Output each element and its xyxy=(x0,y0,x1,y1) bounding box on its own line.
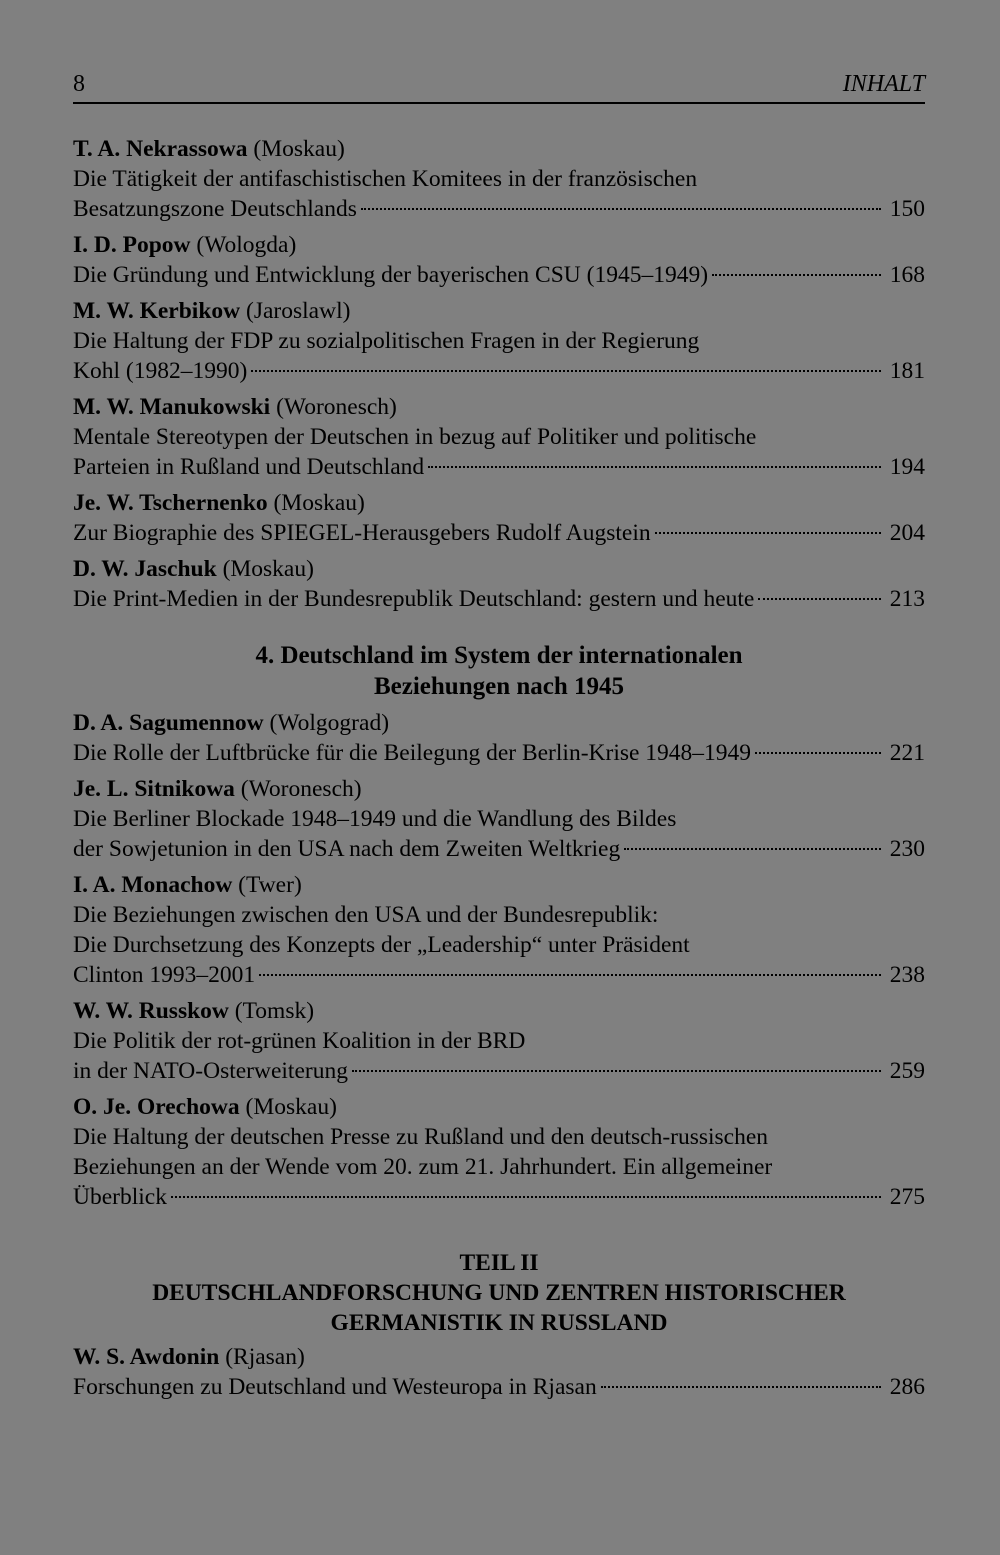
author-place: (Twer) xyxy=(238,872,302,898)
page-ref: 150 xyxy=(889,196,925,222)
page-ref: 194 xyxy=(889,454,925,480)
part-heading-line: TEIL II xyxy=(459,1250,539,1276)
page-ref: 221 xyxy=(889,740,925,766)
entry-author xyxy=(73,1342,925,1372)
author-name: M. W. Manukowski xyxy=(73,394,271,420)
toc-entry[interactable] xyxy=(73,1092,925,1212)
author-place: (Moskau) xyxy=(222,556,314,582)
toc-entry[interactable] xyxy=(73,392,925,482)
entry-title-last-line xyxy=(73,738,925,768)
toc-group-1 xyxy=(73,134,925,614)
entry-title-text: Kohl (1982–1990) xyxy=(73,358,248,384)
author-name: M. W. Kerbikow xyxy=(73,298,241,324)
page-ref: 168 xyxy=(889,262,925,288)
author-place: (Moskau) xyxy=(245,1094,337,1120)
entry-title-last-line xyxy=(73,194,925,224)
entry-title-text: Die Gründung und Entwicklung der bayerischen CSU (1945–1949) xyxy=(73,262,709,288)
entry-title-last-line xyxy=(73,1182,925,1212)
entry-title-last-line xyxy=(73,452,925,482)
toc-group-2 xyxy=(73,708,925,1212)
entry-title-text: Die Rolle der Luftbrücke für die Beilegung der Berlin-Krise 1948–1949 xyxy=(73,740,752,766)
toc-entry[interactable] xyxy=(73,488,925,548)
entry-title-last-line xyxy=(73,260,925,290)
author-name: T. A. Nekrassowa xyxy=(73,136,248,162)
dot-leader xyxy=(352,1070,881,1072)
entry-title-line: Die Durchsetzung des Konzepts der „Leadership“ unter Präsident xyxy=(73,932,690,958)
page-number: 8 xyxy=(73,71,85,97)
toc-entry[interactable] xyxy=(73,230,925,290)
author-name: O. Je. Orechowa xyxy=(73,1094,240,1120)
running-head xyxy=(73,68,925,98)
entry-author xyxy=(73,708,925,738)
header-rule xyxy=(73,102,925,104)
entry-title-last-line xyxy=(73,1056,925,1086)
entry-title-last-line xyxy=(73,518,925,548)
entry-title-line: Die Haltung der deutschen Presse zu Rußland und den deutsch-russischen xyxy=(73,1124,769,1150)
author-name: W. S. Awdonin xyxy=(73,1344,220,1370)
entry-title-line: Die Beziehungen zwischen den USA und der Bundesrepublik: xyxy=(73,902,659,928)
dot-leader xyxy=(251,370,881,372)
entry-author xyxy=(73,774,925,804)
author-name: Je. W. Tschernenko xyxy=(73,490,268,516)
entry-title-line: Die Tätigkeit der antifaschistischen Komitees in der französischen xyxy=(73,166,698,192)
part-heading-line: DEUTSCHLANDFORSCHUNG UND ZENTREN HISTORISCHER xyxy=(152,1280,846,1306)
author-name: W. W. Russkow xyxy=(73,998,229,1024)
author-place: (Moskau) xyxy=(273,490,365,516)
author-name: D. A. Sagumennow xyxy=(73,710,264,736)
author-name: Je. L. Sitnikowa xyxy=(73,776,235,802)
page-ref: 259 xyxy=(889,1058,925,1084)
entry-author xyxy=(73,230,925,260)
entry-title-line: Mentale Stereotypen der Deutschen in bezug auf Politiker und politische xyxy=(73,424,757,450)
author-place: (Rjasan) xyxy=(225,1344,305,1370)
entry-author xyxy=(73,554,925,584)
entry-author xyxy=(73,996,925,1026)
dot-leader xyxy=(758,598,881,600)
page-ref: 275 xyxy=(889,1184,925,1210)
entry-title-text: Parteien in Rußland und Deutschland xyxy=(73,454,425,480)
page-ref: 286 xyxy=(889,1374,925,1400)
page-ref: 204 xyxy=(889,520,925,546)
toc-page xyxy=(73,68,925,1408)
entry-title-text: Zur Biographie des SPIEGEL-Herausgebers Rudolf Augstein xyxy=(73,520,651,546)
entry-author xyxy=(73,134,925,164)
toc-entry[interactable] xyxy=(73,774,925,864)
entry-author xyxy=(73,870,925,900)
page-ref: 213 xyxy=(889,586,925,612)
toc-entry[interactable] xyxy=(73,1342,925,1402)
toc-entry[interactable] xyxy=(73,996,925,1086)
part-heading xyxy=(73,1248,925,1338)
page-ref: 238 xyxy=(889,962,925,988)
entry-title-text: Besatzungszone Deutschlands xyxy=(73,196,357,222)
author-place: (Tomsk) xyxy=(234,998,315,1024)
author-place: (Jaroslawl) xyxy=(246,298,351,324)
entry-title-line: Die Berliner Blockade 1948–1949 und die Wandlung des Bildes xyxy=(73,806,677,832)
author-place: (Wolgograd) xyxy=(269,710,390,736)
entry-title-text: der Sowjetunion in den USA nach dem Zweiten Weltkrieg xyxy=(73,836,621,862)
entry-title-line: Beziehungen an der Wende vom 20. zum 21. Jahrhundert. Ein allgemeiner xyxy=(73,1154,773,1180)
entry-title-last-line xyxy=(73,356,925,386)
author-place: (Woronesch) xyxy=(276,394,397,420)
toc-entry[interactable] xyxy=(73,554,925,614)
entry-title-line: Die Haltung der FDP zu sozialpolitischen Fragen in der Regierung xyxy=(73,328,700,354)
entry-title-text: Die Print-Medien in der Bundesrepublik Deutschland: gestern und heute xyxy=(73,586,755,612)
entry-title-line: Die Politik der rot-grünen Koalition in der BRD xyxy=(73,1028,526,1054)
toc-entry[interactable] xyxy=(73,134,925,224)
dot-leader xyxy=(428,466,881,468)
author-place: (Wologda) xyxy=(196,232,297,258)
dot-leader xyxy=(259,974,881,976)
dot-leader xyxy=(361,208,881,210)
author-name: D. W. Jaschuk xyxy=(73,556,217,582)
author-name: I. A. Monachow xyxy=(73,872,233,898)
toc-entry[interactable] xyxy=(73,870,925,990)
entry-title-last-line xyxy=(73,960,925,990)
dot-leader xyxy=(655,532,881,534)
part-heading-line: GERMANISTIK IN RUSSLAND xyxy=(330,1310,668,1336)
entry-author xyxy=(73,296,925,326)
entry-title-last-line xyxy=(73,1372,925,1402)
toc-group-3 xyxy=(73,1342,925,1402)
entry-author xyxy=(73,488,925,518)
entry-title-text: Clinton 1993–2001 xyxy=(73,962,256,988)
dot-leader xyxy=(171,1196,881,1198)
author-place: (Moskau) xyxy=(253,136,345,162)
section-heading-line: Beziehungen nach 1945 xyxy=(373,673,625,700)
entry-title-last-line xyxy=(73,584,925,614)
entry-title-text: Forschungen zu Deutschland und Westeuropa in Rjasan xyxy=(73,1374,597,1400)
entry-author xyxy=(73,392,925,422)
entry-author xyxy=(73,1092,925,1122)
toc-entry[interactable] xyxy=(73,708,925,768)
dot-leader xyxy=(755,752,881,754)
dot-leader xyxy=(624,848,881,850)
section-heading-line: 4. Deutschland im System der internationalen xyxy=(255,642,743,669)
dot-leader xyxy=(712,274,881,276)
entry-title-last-line xyxy=(73,834,925,864)
section-title: INHALT xyxy=(842,71,925,97)
entry-title-text: Überblick xyxy=(73,1184,167,1210)
dot-leader xyxy=(601,1386,881,1388)
section-heading-4 xyxy=(73,640,925,702)
page-ref: 181 xyxy=(889,358,925,384)
author-place: (Woronesch) xyxy=(240,776,362,802)
page-ref: 230 xyxy=(889,836,925,862)
toc-entry[interactable] xyxy=(73,296,925,386)
author-name: I. D. Popow xyxy=(73,232,191,258)
entry-title-text: in der NATO-Osterweiterung xyxy=(73,1058,348,1084)
